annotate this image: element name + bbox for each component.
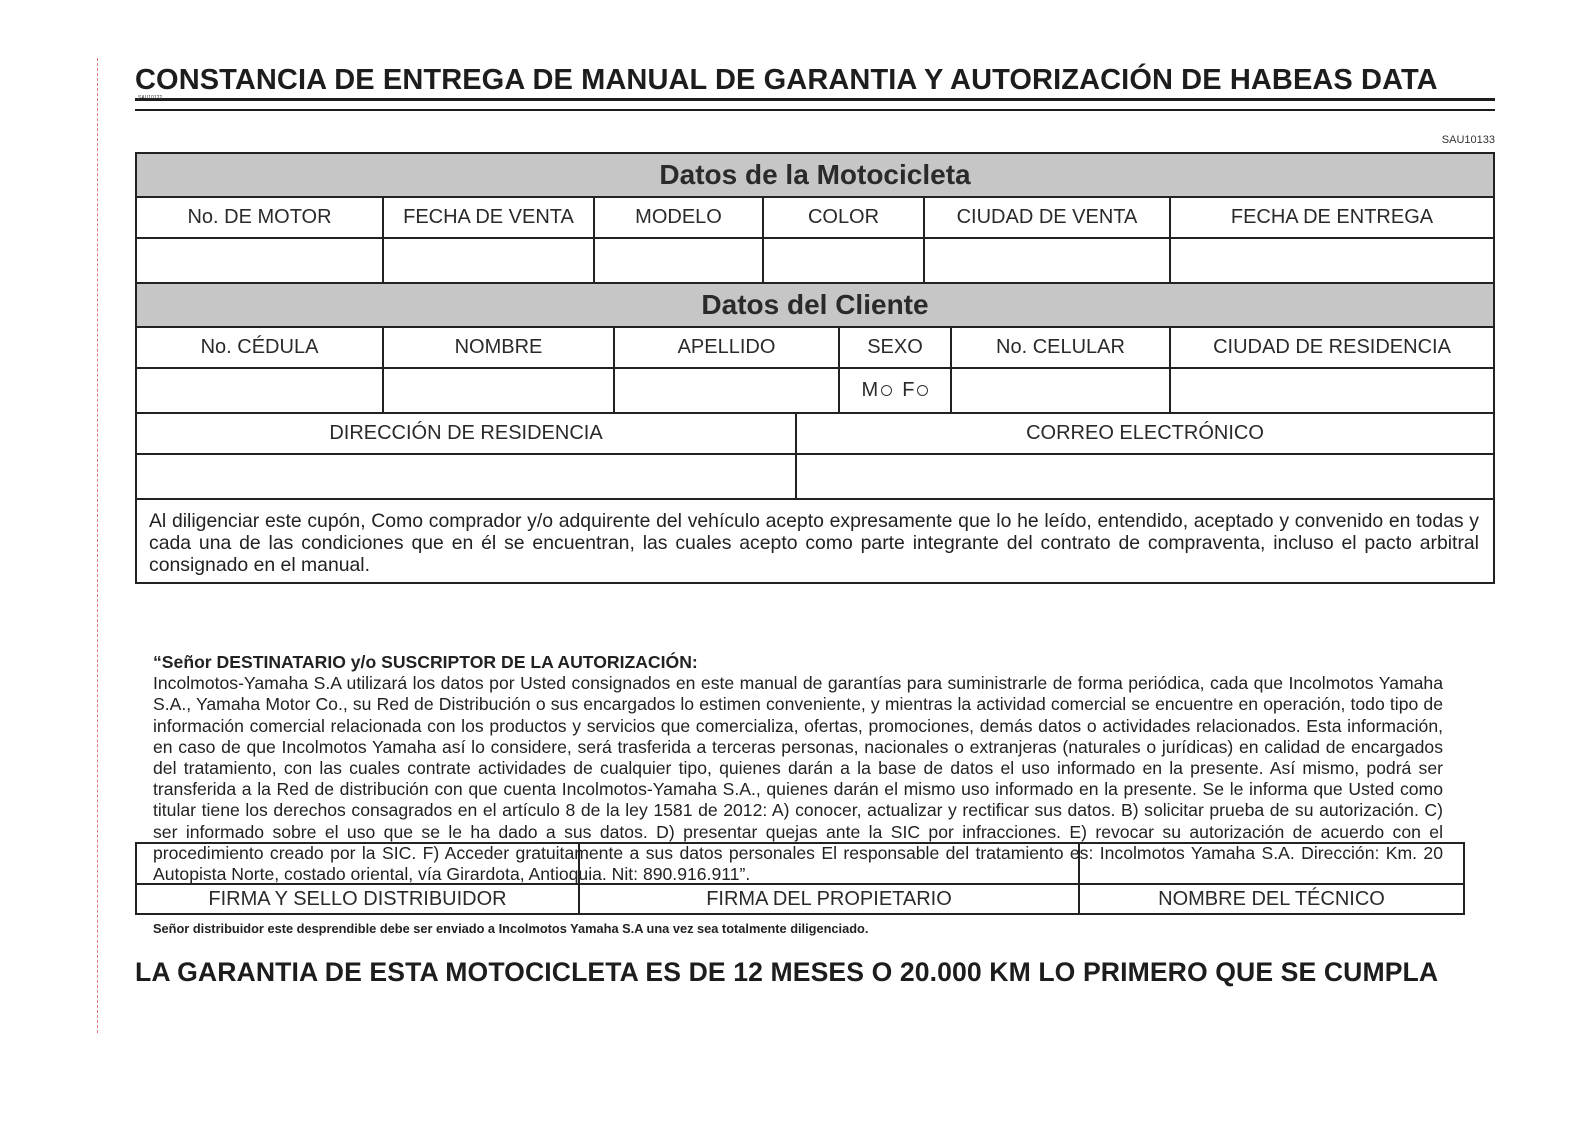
field-residence-city[interactable] — [1171, 369, 1493, 412]
address-values-row — [137, 455, 1493, 500]
label-name: NOMBRE — [384, 328, 615, 367]
field-name[interactable] — [384, 369, 615, 412]
field-delivery-date[interactable] — [1171, 239, 1493, 282]
acceptance-statement: Al diligenciar este cupón, Como comprador y/o adquirente del vehículo acepto expresamente que lo he leído, entendido, aceptado y convenido en todas y cada una de las condiciones que en él se encuentran, las cuales acepto como parte integrante del contrato de compraventa, incluso el pacto arbitral consignado en el manual. — [149, 510, 1479, 576]
client-section-heading: Datos del Cliente — [137, 284, 1493, 328]
address-labels-row — [137, 414, 1493, 455]
field-sale-date[interactable] — [384, 239, 595, 282]
label-sale-city: CIUDAD DE VENTA — [925, 198, 1171, 237]
title-double-rule — [135, 98, 1495, 111]
data-form-box — [135, 152, 1495, 584]
label-email: CORREO ELECTRÓNICO — [1026, 422, 1264, 444]
label-mobile: No. CELULAR — [952, 328, 1171, 367]
label-sex: SEXO — [840, 328, 952, 367]
motorcycle-labels-row — [137, 198, 1493, 239]
label-address: DIRECCIÓN DE RESIDENCIA — [137, 414, 797, 453]
field-email[interactable] — [797, 455, 1493, 498]
signature-box — [135, 842, 1465, 915]
field-technician-name[interactable] — [1080, 844, 1463, 885]
form-code: SAU10133 — [1441, 134, 1495, 146]
label-delivery-date: FECHA DE ENTREGA — [1230, 206, 1434, 228]
label-engine-number: No. DE MOTOR — [137, 198, 384, 237]
sex-option-f-label: F — [902, 379, 916, 401]
sex-option-m-label: M — [861, 379, 880, 401]
field-address[interactable] — [137, 455, 797, 498]
field-sex — [840, 369, 952, 412]
label-model: MODELO — [595, 198, 764, 237]
field-engine-number[interactable] — [137, 239, 384, 282]
motorcycle-section-heading: Datos de la Motocicleta — [137, 154, 1493, 198]
motorcycle-values-row — [137, 239, 1493, 284]
warranty-form-page — [135, 64, 1495, 987]
distributor-note: Señor distribuidor este desprendible debe ser enviado a Incolmotos Yamaha S.A una vez sea totalmente diligenciado. — [153, 921, 869, 936]
label-sale-date: FECHA DE VENTA — [384, 198, 595, 237]
field-surname[interactable] — [615, 369, 840, 412]
small-document-code: SAU10122 — [138, 95, 163, 101]
field-owner-signature[interactable] — [580, 844, 1080, 885]
habeas-body: Incolmotos-Yamaha S.A utilizará los datos por Usted consignados en este manual de garantías para suministrarle de forma periódica, cada que Incolmotos Yamaha S.A., Yamaha Motor Co., su Red de Distribución o sus encargados lo estimen conveniente, y mientras la actividad comercial se encuentre en operación, todo tipo de información comercial relacionada con los productos y servicios que comercializa, ofertas, promociones, demás datos o actividades relacionados. Esta información, en caso de que Incolmotos Yamaha así lo considere, será trasferida a terceras personas, nacionales o extranjeras (naturales o jurídicas) en calidad de encargados del tratamiento, con las cuales contrate actividades de cualquier tipo, quienes darán a la base de datos el uso informado en la presente. Así mismo, podrá ser transferida a la Red de distribución con que cuenta Incolmotos-Yamaha S.A., quienes darán el mismo uso informado en la presente. Se le informa que Usted como titular tiene los derechos consagrados en el artículo 8 de la ley 1581 de 2012: A) conocer, actualizar y rectificar sus datos. B) solicitar prueba de su autorización. C) ser informado sobre el uso que se le ha dado a sus datos. D) presentar quejas ante la SIC por infracciones. E) revocar su autorización de acuerdo con el procedimiento creado por la SIC. F) Acceder gratuitamente a sus datos personales El responsable del tratamiento es: Incolmotos Yamaha S.A. Dirección: Km. 20 Autopista Norte, costado oriental, vía Girardota, Antioquia. Nit: 890.916.911”. — [153, 673, 1443, 885]
label-owner-signature: FIRMA DEL PROPIETARIO — [580, 885, 1080, 913]
label-id-number: No. CÉDULA — [137, 328, 384, 367]
warranty-statement: LA GARANTIA DE ESTA MOTOCICLETA ES DE 12 MESES O 20.000 KM LO PRIMERO QUE SE CUMPLA — [135, 957, 1439, 987]
habeas-heading: “Señor DESTINATARIO y/o SUSCRIPTOR DE LA AUTORIZACIÓN: — [153, 652, 698, 672]
label-residence-city: CIUDAD DE RESIDENCIA — [1213, 336, 1451, 358]
label-color: COLOR — [764, 198, 925, 237]
field-sale-city[interactable] — [925, 239, 1171, 282]
field-mobile[interactable] — [952, 369, 1171, 412]
document-title: CONSTANCIA DE ENTREGA DE MANUAL DE GARANTIA Y AUTORIZACIÓN DE HABEAS DATA — [135, 64, 1438, 96]
client-values-row — [137, 369, 1493, 414]
field-id-number[interactable] — [137, 369, 384, 412]
label-technician-name: NOMBRE DEL TÉCNICO — [1158, 888, 1385, 910]
sex-m-radio[interactable] — [881, 385, 892, 396]
field-model[interactable] — [595, 239, 764, 282]
field-distributor-signature[interactable] — [137, 844, 580, 885]
sex-f-radio[interactable] — [917, 385, 928, 396]
signature-labels-row — [137, 885, 1463, 913]
signature-fields-row — [137, 844, 1463, 885]
cut-line — [97, 58, 98, 1033]
client-labels-row — [137, 328, 1493, 369]
label-distributor-signature: FIRMA Y SELLO DISTRIBUIDOR — [137, 885, 580, 913]
label-surname: APELLIDO — [615, 328, 840, 367]
field-color[interactable] — [764, 239, 925, 282]
